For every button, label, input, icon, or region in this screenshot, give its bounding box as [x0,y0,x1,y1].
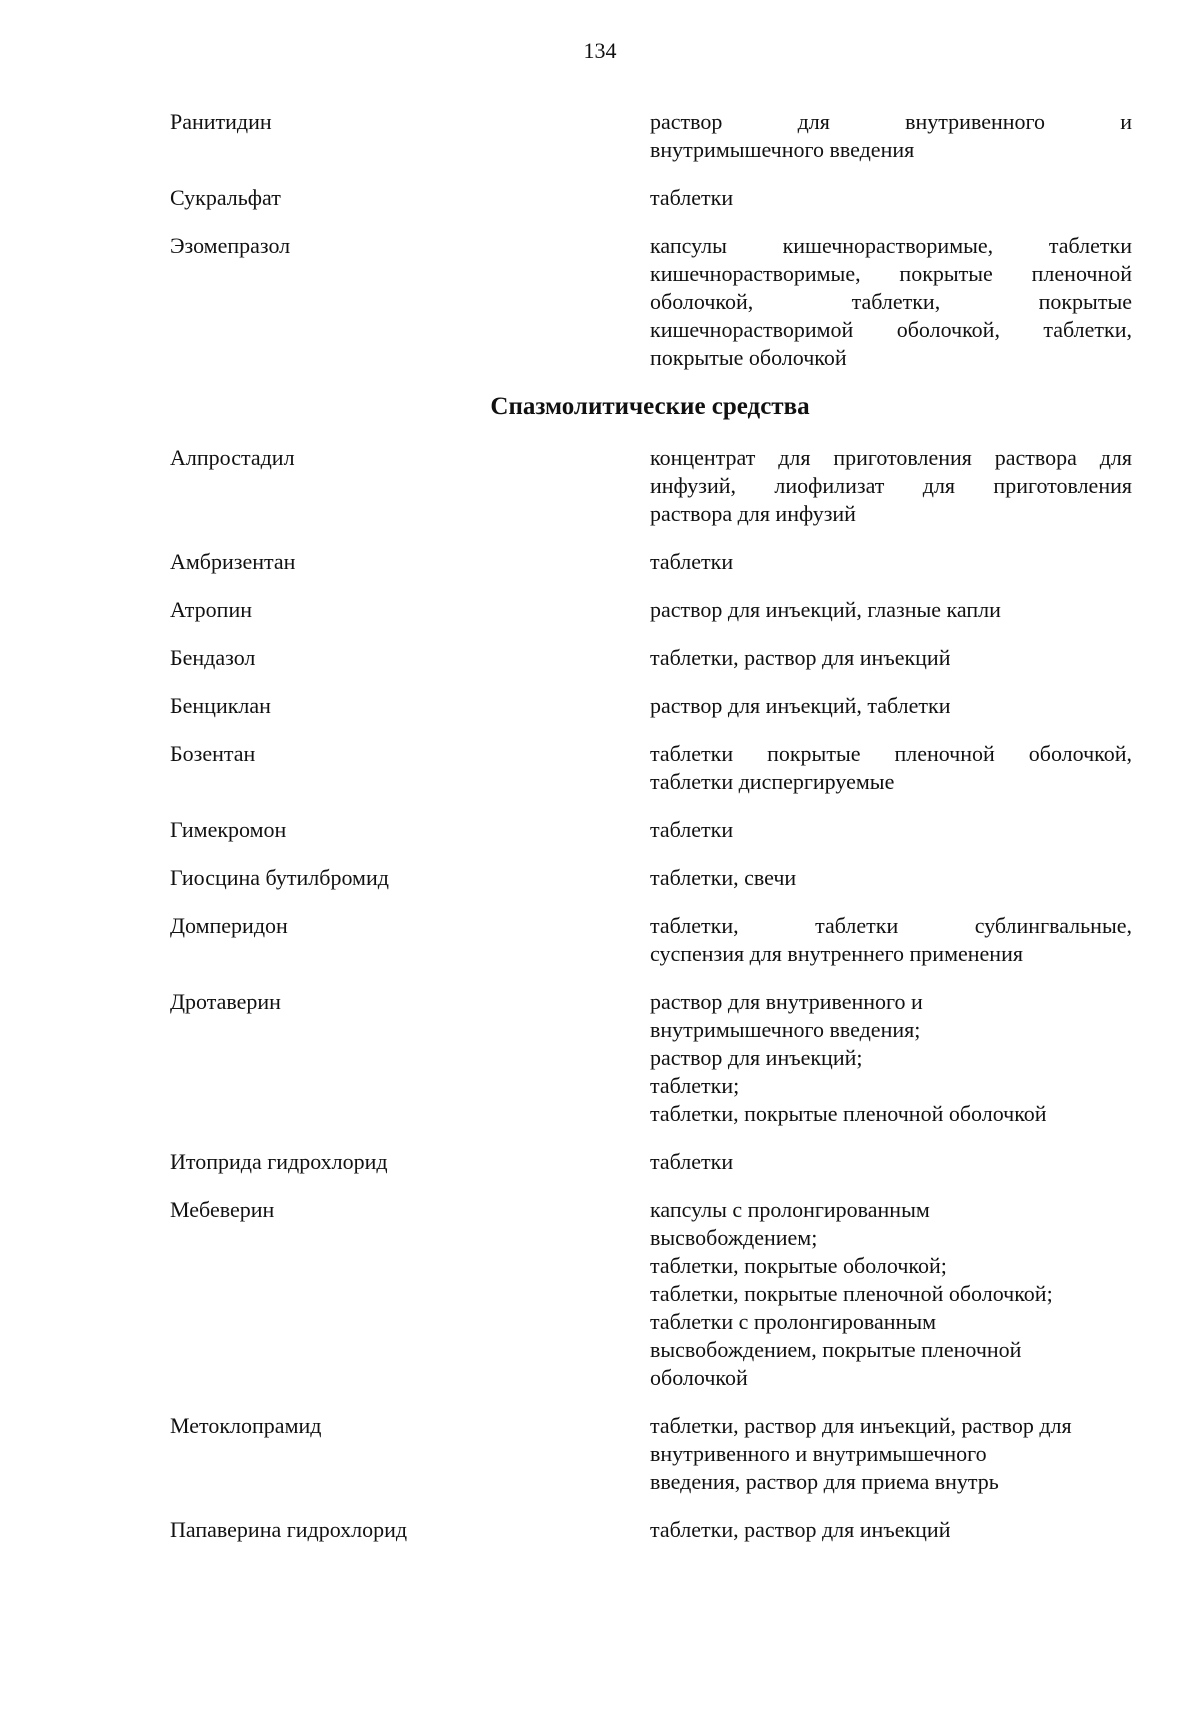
dosage-form [650,988,1132,1128]
top-rows-group [170,108,1130,372]
drug-name: Дротаверин [170,989,281,1014]
drug-row [170,232,1130,372]
dosage-form-line: таблетки [650,1149,734,1174]
drug-name: Домперидон [170,913,288,938]
dosage-form-line: таблетки, таблетки сублингвальные, [650,913,1132,938]
dosage-form-line: раствор для внутривенного и [650,109,1132,134]
dosage-form [650,740,1132,796]
dosage-form-line: таблетки, свечи [650,865,797,890]
drug-name: Гиосцина бутилбромид [170,865,389,890]
dosage-form [650,912,1132,968]
dosage-form-line: таблетки, покрытые пленочной оболочкой [650,1101,1047,1126]
drug-row [170,1516,1130,1544]
drug-name: Итоприда гидрохлорид [170,1149,388,1174]
dosage-form [650,1516,1132,1544]
dosage-form-line: таблетки, покрытые оболочкой; [650,1253,947,1278]
dosage-form-line: кишечнорастворимой оболочкой, таблетки, [650,317,1132,342]
section-title: Спазмолитические средства [490,393,810,420]
drug-row [170,1196,1130,1392]
drug-name: Папаверина гидрохлорид [170,1517,408,1542]
drug-row [170,444,1130,528]
dosage-form-line: раствора для инфузий [650,501,856,526]
dosage-form-line: покрытые оболочкой [650,345,847,370]
drug-row [170,548,1130,576]
drug-row [170,816,1130,844]
dosage-form-line: таблетки, покрытые пленочной оболочкой; [650,1281,1053,1306]
dosage-form-line: таблетки с пролонгированным [650,1309,937,1334]
drug-row [170,988,1130,1128]
dosage-form-line: таблетки, раствор для инъекций [650,645,951,670]
dosage-form [650,1412,1132,1496]
drug-name: Атропин [170,597,252,622]
dosage-form-line: таблетки, раствор для инъекций, раствор для [650,1413,1072,1438]
drug-row [170,596,1130,624]
dosage-form-line: внутримышечного введения [650,137,915,162]
drug-row [170,692,1130,720]
drug-name: Ранитидин [170,109,272,134]
dosage-form-line: таблетки, раствор для инъекций [650,1517,951,1542]
dosage-form [650,184,1132,212]
dosage-form-line: таблетки; [650,1073,740,1098]
dosage-form-line: капсулы с пролонгированным [650,1197,930,1222]
drug-name: Сукральфат [170,185,281,210]
drug-name: Метоклопрамид [170,1413,322,1438]
dosage-form [650,644,1132,672]
dosage-form-line: суспензия для внутреннего применения [650,941,1023,966]
drug-name: Алпростадил [170,445,295,470]
dosage-form-line: инфузий, лиофилизат для приготовления [650,473,1132,498]
dosage-form-line: раствор для внутривенного и [650,989,923,1014]
dosage-form [650,1148,1132,1176]
dosage-form [650,692,1132,720]
drug-row [170,108,1130,164]
drug-name: Мебеверин [170,1197,275,1222]
dosage-form [650,108,1132,164]
dosage-form [650,864,1132,892]
section-rows-group [170,444,1130,1544]
drug-name: Гимекромон [170,817,287,842]
dosage-form-line: раствор для инъекций; [650,1045,863,1070]
drug-row [170,740,1130,796]
drug-row [170,184,1130,212]
dosage-form-line: введения, раствор для приема внутрь [650,1469,999,1494]
dosage-form-line: концентрат для приготовления раствора для [650,445,1132,470]
dosage-form [650,816,1132,844]
drug-row [170,1148,1130,1176]
dosage-form-line: внутримышечного введения; [650,1017,921,1042]
dosage-form-line: раствор для инъекций, глазные капли [650,597,1001,622]
drug-name: Амбризентан [170,549,296,574]
drug-row [170,644,1130,672]
dosage-form [650,548,1132,576]
dosage-form-line: таблетки диспергируемые [650,769,895,794]
dosage-form [650,444,1132,528]
drug-row [170,864,1130,892]
page-number: 134 [583,38,617,63]
drug-row [170,912,1130,968]
dosage-form-line: высвобождением; [650,1225,818,1250]
drug-row [170,1412,1130,1496]
drug-name: Бендазол [170,645,256,670]
dosage-form-line: таблетки [650,185,734,210]
drug-list [170,108,1130,1564]
drug-name: Бозентан [170,741,256,766]
dosage-form [650,232,1132,372]
dosage-form-line: таблетки покрытые пленочной оболочкой, [650,741,1132,766]
dosage-form [650,596,1132,624]
drug-name: Бенциклан [170,693,271,718]
dosage-form-line: раствор для инъекций, таблетки [650,693,951,718]
dosage-form [650,1196,1132,1392]
dosage-form-line: таблетки [650,817,734,842]
drug-name: Эзомепразол [170,233,291,258]
dosage-form-line: капсулы кишечнорастворимые, таблетки [650,233,1132,258]
dosage-form-line: внутривенного и внутримышечного [650,1441,987,1466]
dosage-form-line: таблетки [650,549,734,574]
dosage-form-line: высвобождением, покрытые пленочной [650,1337,1022,1362]
dosage-form-line: оболочкой, таблетки, покрытые [650,289,1132,314]
dosage-form-line: оболочкой [650,1365,748,1390]
dosage-form-line: кишечнорастворимые, покрытые пленочной [650,261,1132,286]
